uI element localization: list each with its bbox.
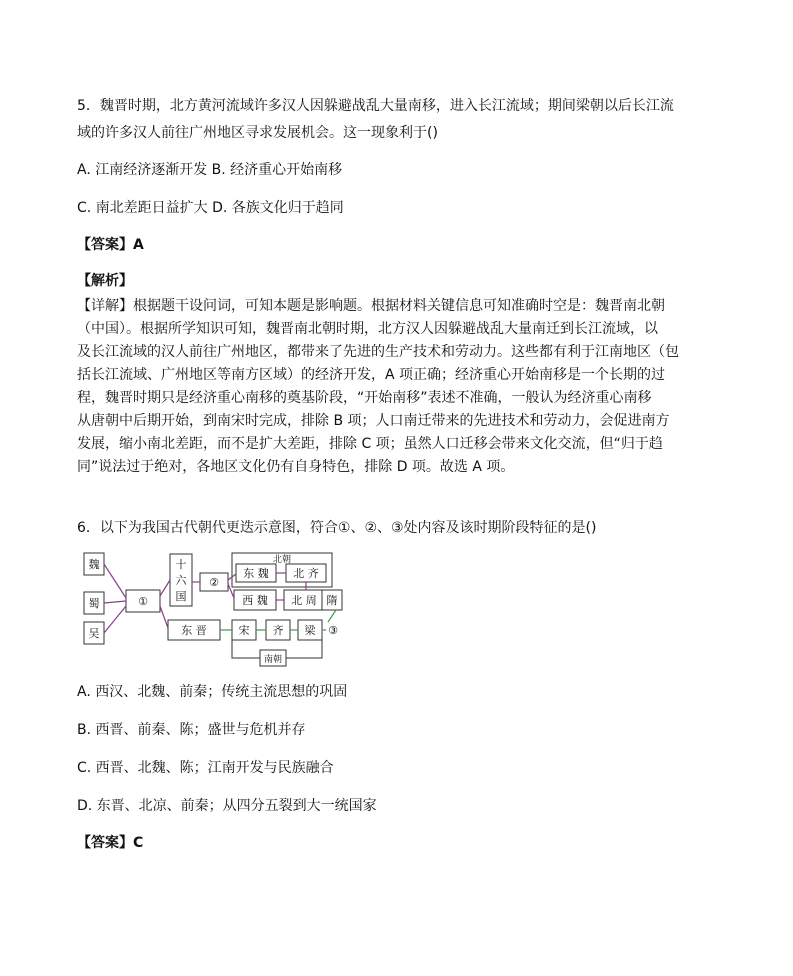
q5-stem-line1: 5．魏晋时期，北方黄河流域许多汉人因躲避战乱大量南移，进入长江流域；期间梁朝以后长江流	[77, 98, 674, 114]
q6-option-b: B. 西晋、前秦、陈；盛世与危机并存	[77, 722, 306, 738]
q5-options-row1: A. 江南经济逐渐开发 B. 经济重心开始南移	[77, 162, 343, 178]
bracket-nanchao-left	[232, 640, 260, 658]
analysis-line: 发展，缩小南北差距，而不是扩大差距，排除 C 项；虽然人口迁移会带来文化交流，但“归于趋	[77, 436, 663, 452]
label-sixteen-1: 十	[175, 558, 187, 571]
label-qi: 齐	[272, 624, 284, 637]
label-circle1: ①	[138, 595, 148, 608]
label-song: 宋	[238, 624, 250, 637]
label-shu: 蜀	[88, 597, 100, 610]
arrow-shu	[104, 601, 126, 603]
analysis-line: 从唐朝中后期开始，到南宋时完成，排除 B 项；人口南迁带来的先进技术和劳动力，会促进南方	[77, 413, 670, 429]
analysis-line: 同”说法过于绝对，各地区文化仍有自身特色，排除 D 项。故选 A 项。	[77, 459, 515, 475]
arrow-wei	[104, 564, 126, 598]
dynasty-diagram	[82, 550, 344, 668]
arrow-wu	[104, 606, 126, 633]
arrow-to-dongjin	[160, 606, 168, 628]
analysis-line: 程，魏晋时期只是经济重心南移的奠基阶段，“开始南移”表述不准确，一般认为经济重心南移	[77, 390, 652, 406]
bracket-nanchao-right	[286, 640, 322, 658]
q5-stem-line2: 域的许多汉人前往广州地区寻求发展机会。这一现象利于()	[77, 125, 438, 141]
label-wei: 魏	[88, 558, 100, 571]
q6-stem: 6．以下为我国古代朝代更迭示意图，符合①、②、③处内容及该时期阶段特征的是()	[77, 520, 597, 536]
label-xiwei: 西 魏	[242, 594, 268, 607]
q5-options-row2: C. 南北差距日益扩大 D. 各族文化归于趋同	[77, 200, 344, 216]
label-sixteen-2: 六	[175, 574, 187, 587]
q6-option-c: C. 西晋、北魏、陈；江南开发与民族融合	[77, 760, 334, 776]
label-sui: 隋	[326, 594, 338, 607]
q6-option-d: D. 东晋、北凉、前秦；从四分五裂到大一统国家	[77, 798, 377, 814]
analysis-line: （中国）。根据所学知识可知，魏晋南北朝时期，北方汉人因躲避战乱大量南迁到长江流域，以	[77, 321, 658, 337]
analysis-line: 【详解】根据题干设问词，可知本题是影响题。根据材料关键信息可知准确时空是：魏晋南北朝	[77, 298, 665, 314]
label-sixteen-3: 国	[175, 590, 187, 603]
label-dongjin: 东 晋	[181, 624, 207, 637]
label-liang: 梁	[304, 624, 316, 637]
arrow-to-sixteen	[160, 580, 170, 596]
label-circle2: ②	[209, 576, 219, 589]
q5-analysis-title: 【解析】	[77, 273, 133, 289]
arrow-circle3-sui	[328, 610, 336, 622]
label-circle3: ③	[328, 624, 338, 637]
q5-analysis	[77, 295, 717, 479]
label-nanchao: 南朝	[263, 655, 283, 665]
label-beiqi: 北 齐	[293, 567, 319, 580]
analysis-line: 括长江流域、广州地区等南方区域）的经济开发，A 项正确；经济重心开始南移是一个长期的过	[77, 367, 666, 383]
q6-answer: 【答案】C	[77, 835, 144, 851]
q6-option-a: A. 西汉、北魏、前秦；传统主流思想的巩固	[77, 684, 348, 700]
q5-answer: 【答案】A	[77, 237, 144, 253]
analysis-line: 及长江流域的汉人前往广州地区，都带来了先进的生产技术和劳动力。这些都有利于江南地区（包	[77, 344, 679, 360]
label-beichao: 北朝	[272, 555, 292, 565]
dynasty-diagram-svg	[82, 550, 344, 668]
label-beizhou: 北 周	[291, 594, 317, 607]
label-wu: 吴	[88, 627, 100, 640]
label-dongwei: 东 魏	[243, 567, 269, 580]
